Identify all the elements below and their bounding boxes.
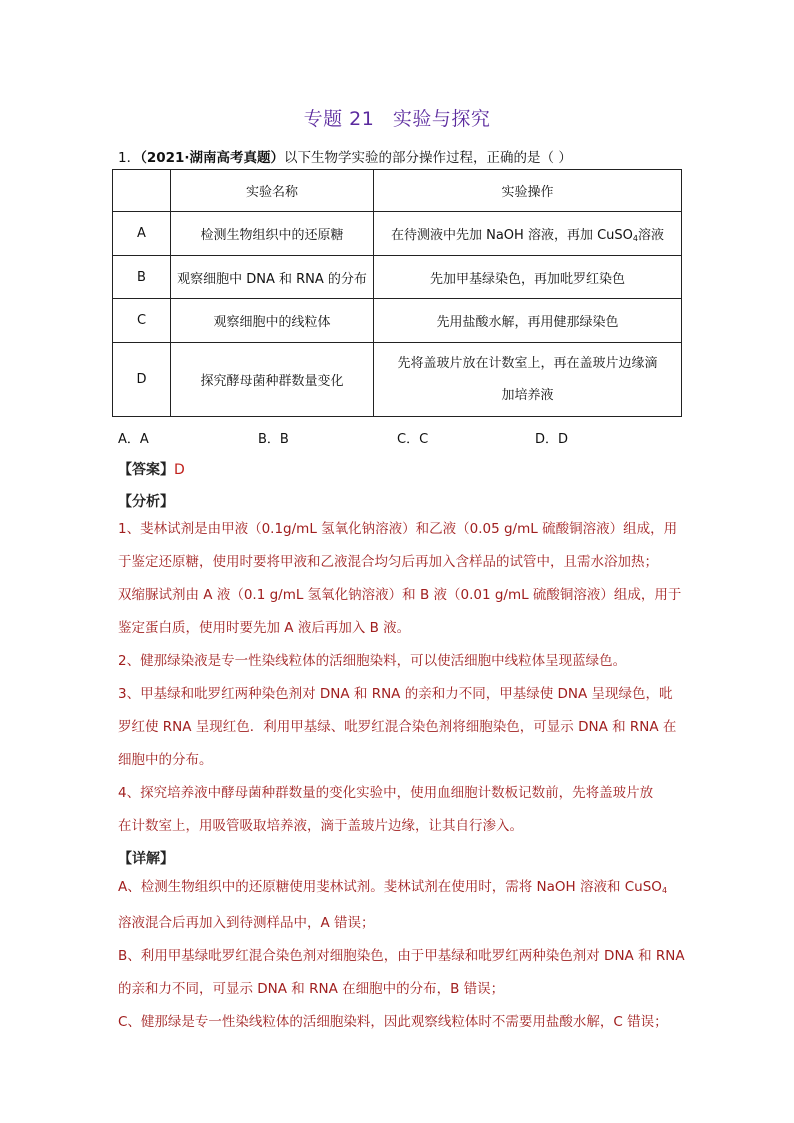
text-line: 2、健那绿染液是专一性染线粒体的活细胞染料，可以使活细胞中线粒体呈现蓝绿色。 bbox=[118, 653, 627, 669]
analysis-paragraph-1 bbox=[118, 513, 683, 645]
table-cell-option: C bbox=[113, 299, 171, 343]
operation-text: 在待测液中先加 NaOH 溶液，再加 CuSO bbox=[390, 228, 633, 243]
text-line: 双缩脲试剂由 A 液（0.1 g/mL 氢氧化钠溶液）和 B 液（0.01 g/mL 硫酸铜溶液）组成，用于 bbox=[118, 587, 682, 603]
text-line: 细胞中的分布。 bbox=[118, 752, 213, 768]
question-source: （2021·湖南高考真题） bbox=[140, 150, 285, 166]
title-name: 实验与探究 bbox=[392, 108, 491, 130]
analysis-paragraph-2 bbox=[118, 645, 683, 678]
table-cell-name: 观察细胞中 DNA 和 RNA 的分布 bbox=[171, 256, 374, 299]
table-cell-operation bbox=[374, 212, 682, 256]
text-line: 4、探究培养液中酵母菌种群数量的变化实验中，使用血细胞计数板记数前，先将盖玻片放 bbox=[118, 785, 654, 801]
answer-label: 【答案】 bbox=[118, 462, 174, 478]
table-cell-option: D bbox=[113, 343, 171, 417]
detail-label: 【详解】 bbox=[118, 851, 174, 867]
analysis-paragraph-4 bbox=[118, 777, 683, 843]
table-header-row bbox=[113, 170, 682, 212]
table-cell-operation: 先用盐酸水解，再用健那绿染色 bbox=[374, 299, 682, 343]
subscript: 4 bbox=[661, 886, 668, 895]
choice-a: A．A bbox=[118, 432, 149, 447]
table-cell-operation bbox=[374, 343, 682, 417]
operation-text: 溶液 bbox=[637, 228, 664, 243]
text-line: 溶液混合后再加入到待测样品中，A 错误； bbox=[118, 915, 375, 931]
operation-line: 加培养液 bbox=[501, 387, 554, 403]
table-header-cell bbox=[113, 170, 171, 212]
title-topic: 专题 21 bbox=[303, 108, 375, 130]
text-line: 鉴定蛋白质，使用时要先加 A 液后再加入 B 液。 bbox=[118, 620, 411, 636]
operation-line: 先将盖玻片放在计数室上，再在盖玻片边缘滴 bbox=[397, 355, 658, 371]
page-title bbox=[0, 104, 794, 131]
table-header-cell: 实验名称 bbox=[171, 170, 374, 212]
text-line: 罗红使 RNA 呈现红色．利用甲基绿、吡罗红混合染色剂将细胞染色，可显示 DNA 和 RNA 在 bbox=[118, 719, 677, 735]
text-line: 在计数室上，用吸管吸取培养液，滴于盖玻片边缘，让其自行渗入。 bbox=[118, 818, 523, 834]
table-cell-option: A bbox=[113, 212, 171, 256]
analysis-label: 【分析】 bbox=[118, 494, 174, 510]
answer-value: D bbox=[174, 462, 185, 478]
choice-d: D．D bbox=[535, 432, 569, 447]
text-line: 于鉴定还原糖，使用时要将甲液和乙液混合均匀后再加入含样品的试管中，且需水浴加热； bbox=[118, 554, 658, 570]
question-stem bbox=[118, 146, 572, 166]
text-line: 的亲和力不同，可显示 DNA 和 RNA 在细胞中的分布，B 错误； bbox=[118, 981, 505, 997]
detail-a-text: A、检测生物组织中的还原糖使用斐林试剂。斐林试剂在使用时，需将 NaOH 溶液和 CuSO bbox=[118, 879, 662, 895]
text-line: B、利用甲基绿吡罗红混合染色剂对细胞染色，由于甲基绿和吡罗红两种染色剂对 DNA 和 RNA bbox=[118, 948, 685, 964]
choice-b: B．B bbox=[258, 432, 289, 447]
question-text: 以下生物学实验的部分操作过程，正确的是（ ） bbox=[284, 150, 572, 166]
experiment-table bbox=[112, 169, 682, 417]
table-header-cell: 实验操作 bbox=[374, 170, 682, 212]
table-cell-option: B bbox=[113, 256, 171, 299]
table-row bbox=[113, 212, 682, 256]
answer-section bbox=[118, 459, 185, 479]
table-cell-name: 观察细胞中的线粒体 bbox=[171, 299, 374, 343]
table-cell-name: 检测生物组织中的还原糖 bbox=[171, 212, 374, 256]
text-line bbox=[118, 871, 683, 907]
choice-c: C．C bbox=[397, 432, 429, 447]
table-row bbox=[113, 343, 682, 417]
question-number: 1． bbox=[118, 150, 141, 166]
text-line: 3、甲基绿和吡罗红两种染色剂对 DNA 和 RNA 的亲和力不同，甲基绿使 DNA 呈现绿色，吡 bbox=[118, 686, 673, 702]
detail-paragraphs bbox=[118, 871, 683, 1039]
table-cell-name: 探究酵母菌种群数量变化 bbox=[171, 343, 374, 417]
table-cell-operation: 先加甲基绿染色，再加吡罗红染色 bbox=[374, 256, 682, 299]
subscript: 4 bbox=[632, 234, 638, 243]
text-line: 1、斐林试剂是由甲液（0.1g/mL 氢氧化钠溶液）和乙液（0.05 g/mL 硫酸铜溶液）组成，用 bbox=[118, 521, 678, 537]
table-row bbox=[113, 299, 682, 343]
analysis-paragraph-3 bbox=[118, 678, 683, 777]
text-line: C、健那绿是专一性染线粒体的活细胞染料，因此观察线粒体时不需要用盐酸水解，C 错误； bbox=[118, 1014, 668, 1030]
table-row bbox=[113, 256, 682, 299]
